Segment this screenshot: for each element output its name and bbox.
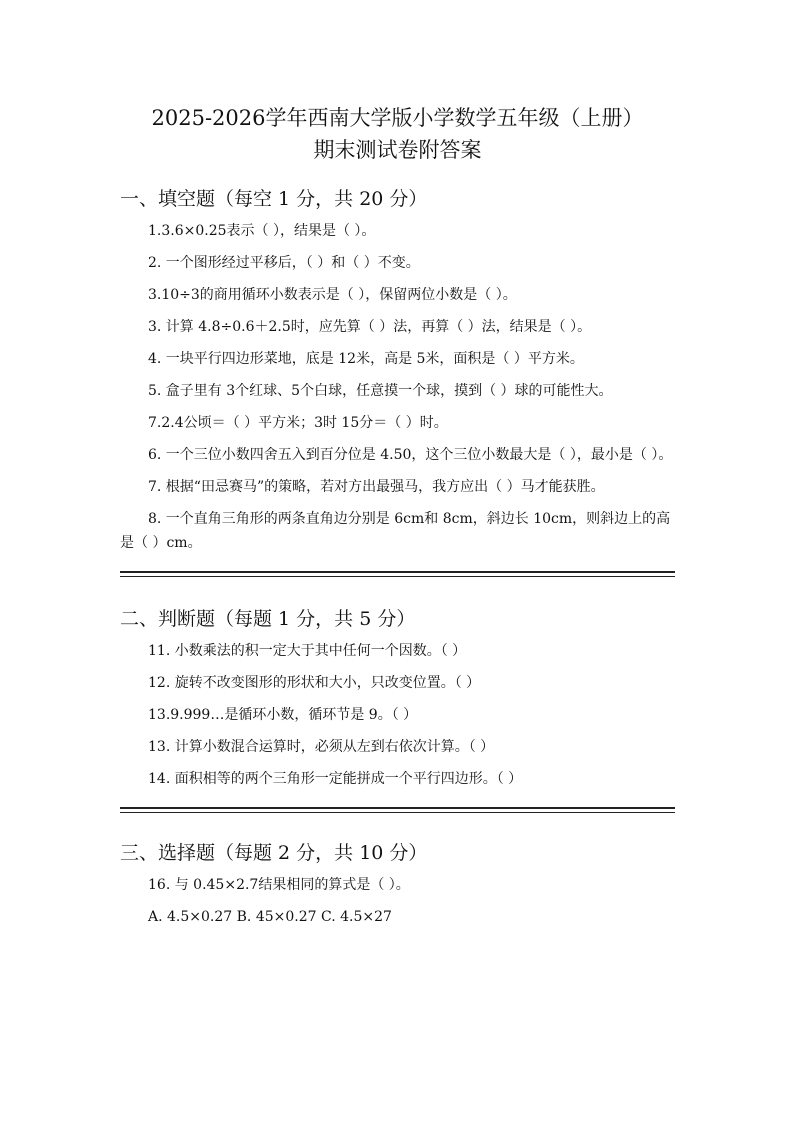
question-item: 16. 与 0.45×2.7结果相同的算式是（ ）。	[148, 877, 410, 893]
section3-questions	[120, 873, 675, 929]
question-item: 6. 一个三位小数四舍五入到百分位是 4.50，这个三位小数最大是（ ），最小是（ ）。	[148, 447, 673, 463]
question-item: 13. 计算小数混合运算时，必须从左到右依次计算。（ ）	[148, 739, 495, 755]
question-item: 1.3.6×0.25表示（ ），结果是（ ）。	[148, 223, 376, 239]
question-item: 14. 面积相等的两个三角形一定能拼成一个平行四边形。（ ）	[148, 771, 523, 787]
question-item: 7.2.4公顷＝（ ）平方米；3时 15分＝（ ）时。	[148, 415, 448, 431]
question-item: 4. 一块平行四边形菜地，底是 12米，高是 5米，面积是（ ）平方米。	[148, 351, 584, 367]
section2-questions	[120, 639, 675, 791]
section-divider	[120, 807, 675, 813]
question-options: A. 4.5×0.27 B. 45×0.27 C. 4.5×27	[148, 909, 392, 925]
question-item: 2. 一个图形经过平移后，（ ）和（ ）不变。	[148, 255, 420, 271]
section1-questions	[120, 219, 675, 555]
question-item: 7. 根据“田忌赛马”的策略，若对方出最强马，我方应出（ ）马才能获胜。	[148, 479, 605, 495]
section2-heading: 二、判断题（每题 1 分，共 5 分）	[120, 608, 416, 630]
section-divider	[120, 571, 675, 577]
exam-title-line2: 期末测试卷附答案	[313, 138, 482, 162]
question-item: 8. 一个直角三角形的两条直角边分别是 6cm和 8cm，斜边长 10cm，则斜边上的高是（ ）cm。	[120, 511, 671, 551]
question-item: 5. 盒子里有 3个红球、5个白球，任意摸一个球，摸到（ ）球的可能性大。	[148, 383, 613, 399]
section3-heading: 三、选择题（每题 2 分，共 10 分）	[120, 842, 428, 864]
question-item: 3.10÷3的商用循环小数表示是（ ），保留两位小数是（ ）。	[148, 287, 517, 303]
exam-title-line1: 2025-2026学年西南大学版小学数学五年级（上册）	[151, 106, 644, 130]
question-item: 12. 旋转不改变图形的形状和大小，只改变位置。（ ）	[148, 675, 481, 691]
section1-heading: 一、填空题（每空 1 分，共 20 分）	[120, 188, 428, 210]
question-item: 11. 小数乘法的积一定大于其中任何一个因数。（ ）	[148, 643, 467, 659]
question-item: 13.9.999…是循环小数，循环节是 9。（ ）	[148, 707, 418, 723]
exam-page	[120, 100, 675, 929]
question-item: 3. 计算 4.8÷0.6＋2.5时，应先算（ ）法，再算（ ）法，结果是（ ）。	[148, 319, 592, 335]
